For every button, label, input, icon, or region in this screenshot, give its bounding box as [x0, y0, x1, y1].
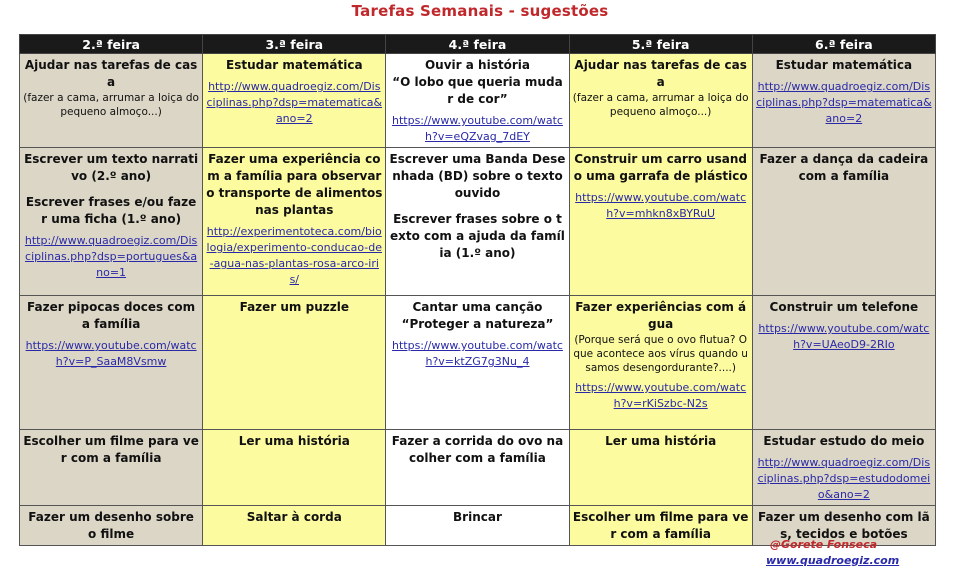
task-cell — [20, 506, 203, 546]
task-cell — [20, 296, 203, 430]
task-text: Construir um carro usando uma garrafa de plástico — [573, 152, 748, 183]
day-header: 2.ª feira — [20, 35, 203, 54]
task-cell — [20, 430, 203, 506]
day-header: 5.ª feira — [569, 35, 752, 54]
task-link[interactable]: http://experimentoteca.com/biologia/experimento-conducao-de-agua-nas-plantas-rosa-arco-iris/ — [206, 225, 383, 286]
task-link[interactable]: http://www.quadroegiz.com/Disciplinas.php?dsp=portugues&ano=1 — [24, 234, 198, 279]
task-note: (fazer a cama, arrumar a loiça do pequeno almoço...) — [572, 92, 749, 118]
task-text: Fazer a dança da cadeira com a família — [759, 152, 929, 183]
table-row — [20, 148, 936, 296]
task-cell — [569, 296, 752, 430]
table-row — [20, 296, 936, 430]
task-note-wrap — [573, 91, 749, 119]
table-row — [20, 54, 936, 148]
task-link[interactable]: http://www.quadroegiz.com/Disciplinas.php?dsp=matematica&ano=2 — [206, 80, 383, 125]
task-cell — [203, 430, 386, 506]
header-row — [20, 35, 936, 54]
task-text: Escrever uma Banda Desenhada (BD) sobre o texto ouvido — [389, 152, 566, 200]
task-text: Brincar — [453, 510, 502, 524]
day-header: 6.ª feira — [752, 35, 935, 54]
task-cell — [203, 296, 386, 430]
task-text: Ouvir a história — [424, 58, 530, 72]
task-link[interactable]: https://www.youtube.com/watch?v=UAeoD9-2RIo — [758, 322, 930, 351]
task-cell — [569, 148, 752, 296]
task-note: (fazer a cama, arrumar a loiça do pequeno almoço...) — [23, 92, 199, 118]
task-cell — [386, 430, 569, 506]
task-text: Fazer um desenho sobre o filme — [28, 510, 194, 541]
task-link[interactable]: http://www.quadroegiz.com/Disciplinas.php?dsp=estudodomeio&ano=2 — [757, 456, 931, 501]
task-cell — [203, 54, 386, 148]
page-title: Tarefas Semanais - sugestões — [351, 2, 609, 20]
task-text: Escrever um texto narrativo (2.º ano) — [24, 152, 199, 183]
task-cell — [386, 506, 569, 546]
task-link[interactable]: https://www.youtube.com/watch?v=rKiSzbc-N2s — [575, 381, 747, 410]
task-text: “O lobo que queria mudar de cor” — [392, 75, 563, 106]
task-cell — [386, 54, 569, 148]
table-row — [20, 430, 936, 506]
day-header: 4.ª feira — [386, 35, 569, 54]
footer-author: @Gorete Fonseca — [770, 538, 878, 551]
task-link[interactable]: https://www.youtube.com/watch?v=ktZG7g3Nu_4 — [391, 339, 563, 368]
task-cell — [386, 296, 569, 430]
task-link[interactable]: http://www.quadroegiz.com/Disciplinas.php?dsp=matematica&ano=2 — [756, 80, 932, 125]
task-text: Construir um telefone — [769, 300, 919, 314]
task-text: Escrever frases sobre o texto com a ajuda da família (1.º ano) — [390, 212, 565, 260]
task-cell — [386, 148, 569, 296]
task-text: Estudar matemática — [226, 58, 363, 72]
spacer — [23, 185, 199, 194]
task-text: Estudar matemática — [775, 58, 913, 72]
task-note-wrap — [23, 91, 199, 119]
task-text: Cantar uma canção — [412, 300, 543, 314]
task-cell — [752, 430, 935, 506]
task-link[interactable]: https://www.youtube.com/watch?v=mhkn8xBYRuU — [575, 191, 747, 220]
task-text: Saltar à corda — [246, 510, 342, 524]
task-text: Escolher um filme para ver com a família — [572, 510, 749, 541]
task-cell — [20, 54, 203, 148]
task-cell — [203, 506, 386, 546]
spacer — [389, 202, 565, 211]
task-text: Ler uma história — [238, 434, 350, 448]
task-text: Ajudar nas tarefas de casa — [574, 58, 747, 89]
task-note-wrap — [573, 333, 749, 375]
weekly-tasks-table — [19, 34, 936, 546]
task-note: (Porque será que o ovo flutua? O que acontece aos vírus quando usamos desengordurante?....) — [573, 334, 748, 374]
task-text: Estudar estudo do meio — [763, 434, 925, 448]
task-link[interactable]: https://www.youtube.com/watch?v=eQZvag_7dEY — [391, 114, 563, 143]
task-text: Fazer pipocas doces com a família — [27, 300, 196, 331]
task-cell — [752, 54, 935, 148]
task-text: Fazer uma experiência com a família para observar o transporte de alimentos nas plantas — [206, 152, 383, 217]
footer-site-link[interactable]: www.quadroegiz.com — [766, 554, 900, 567]
task-text: Ler uma história — [605, 434, 717, 448]
task-cell — [20, 148, 203, 296]
task-cell — [569, 54, 752, 148]
task-cell — [203, 148, 386, 296]
task-text: Fazer um desenho com lãs, tecidos e botões — [757, 510, 930, 541]
task-text: Fazer um puzzle — [239, 300, 349, 314]
day-header: 3.ª feira — [203, 35, 386, 54]
task-cell — [569, 430, 752, 506]
task-text: Escolher um filme para ver com a família — [23, 434, 199, 465]
task-link[interactable]: https://www.youtube.com/watch?v=P_SaaM8Vsmw — [25, 339, 197, 368]
task-text: Fazer experiências com água — [575, 300, 747, 331]
task-text: Fazer a corrida do ovo na colher com a família — [391, 434, 564, 465]
task-cell — [752, 148, 935, 296]
task-text: “Proteger a natureza” — [401, 317, 554, 331]
task-cell — [752, 296, 935, 430]
task-cell — [569, 506, 752, 546]
task-text: Escrever frases e/ou fazer uma ficha (1.º ano) — [25, 195, 197, 226]
task-text: Ajudar nas tarefas de casa — [24, 58, 198, 89]
